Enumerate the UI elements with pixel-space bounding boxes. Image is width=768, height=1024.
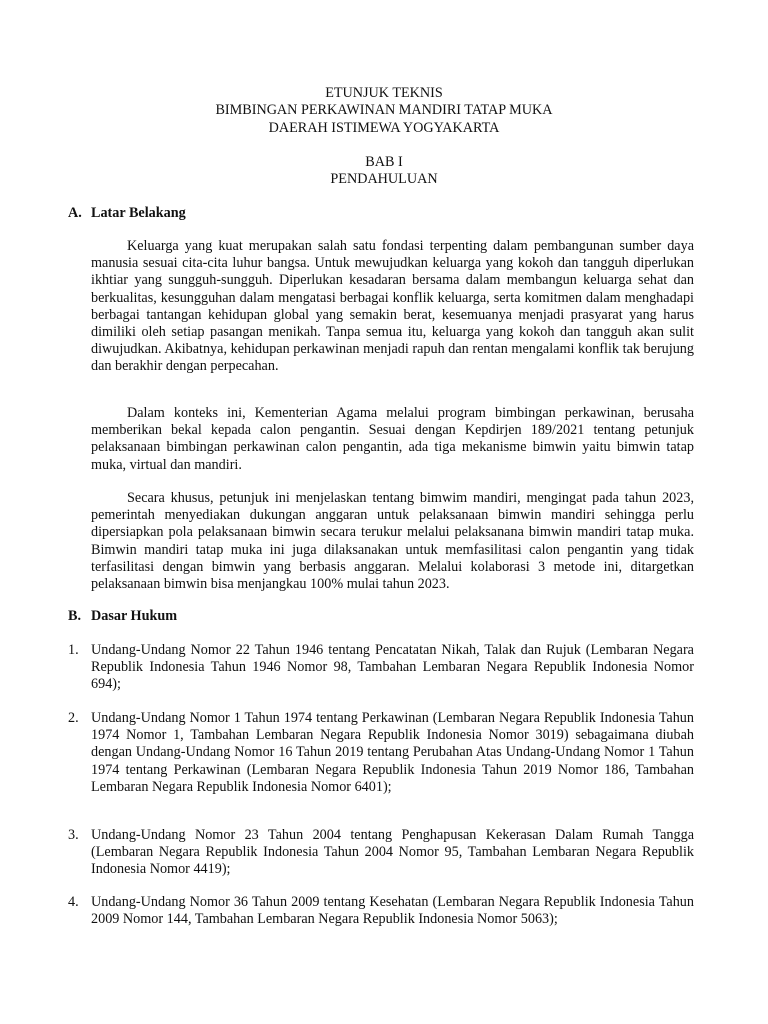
- paragraph-3: [91, 490, 694, 593]
- paragraph-2-text: Dalam konteks ini, Kementerian Agama melalui program bimbingan perkawinan, berusaha memberikan bekal kepada calon pengantin. Sesuai dengan Kepdirjen 189/2021 tentang petunjuk pelaksanaan bimbingan perkawinan calon pengantin, ada tiga mekanisme bimwin yaitu bimwin tatap muka, virtual dan mandiri.: [91, 405, 694, 473]
- list-item-text: Undang-Undang Nomor 23 Tahun 2004 tentang Penghapusan Kekerasan Dalam Rumah Tangga (Lembaran Negara Republik Indonesia Tahun 2004 Nomor 95, Tambahan Lembaran Negara Republik Indonesia Nomor 4419);: [91, 827, 694, 878]
- paragraph-1-text: Keluarga yang kuat merupakan salah satu fondasi terpenting dalam pembangunan sumber daya manusia sesuai cita-cita luhur bangsa. Untuk mewujudkan keluarga yang kokoh dan tangguh diperlukan ikhtiar yang sungguh-sungguh. Diperlukan kesadaran bersama dalam membangun keluarga sehat dan berkualitas, kesungguhan dalam mengatasi berbagai konflik keluarga, serta komitmen dalam menghadapi berbagai tantangan kehidupan global yang semakin berat, kesemuanya menjadi prasyarat yang harus dimiliki oleh setiap pasangan menikah. Tanpa semua itu, keluarga yang kokoh dan tangguh akan sulit diwujudkan. Akibatnya, kehidupan perkawinan menjadi rapuh dan rentan mengalami konflik tak berujung dan berakhir dengan perpecahan.: [91, 238, 694, 375]
- section-b-marker: B.: [68, 608, 82, 624]
- paragraph-1: [91, 238, 694, 376]
- document-title: [0, 85, 768, 137]
- list-item: [68, 827, 694, 879]
- list-item: [68, 894, 694, 928]
- list-item-number: 1.: [68, 642, 79, 658]
- section-b-heading: [68, 608, 177, 625]
- chapter-title: PENDAHULUAN: [330, 171, 438, 188]
- chapter-heading: [0, 154, 768, 189]
- paragraph-3-text: Secara khusus, petunjuk ini menjelaskan tentang bimwim mandiri, mengingat pada tahun 2023, pemerintah menyediakan dukungan anggaran untuk pelaksanaan bimwin mandiri sehingga perlu dipersiapkan pola pelaksanaan bimwin secara terukur melalui pelaksanana bimwin mandiri tatap muka. Bimwin mandiri tatap muka ini juga dilaksanakan untuk memfasilitasi calon pengantin yang tidak terfasilitasi dengan bimwin yang berbasis anggaran. Melalui kolaborasi 3 metode ini, ditargetkan pelaksanaan bimwin bisa menjangkau 100% mulai tahun 2023.: [91, 490, 694, 593]
- list-item: [68, 710, 694, 796]
- paragraph-2: [91, 405, 694, 474]
- list-item-number: 2.: [68, 710, 79, 726]
- list-item-text: Undang-Undang Nomor 1 Tahun 1974 tentang Perkawinan (Lembaran Negara Republik Indonesia Tahun 1974 Nomor 1, Tambahan Lembaran Negara Republik Indonesia Nomor 3019) sebagaimana diubah dengan Undang-Undang Nomor 16 Tahun 2019 tentang Perubahan Atas Undang-Undang Nomor 1 Tahun 1974 tentang Perkawinan (Lembaran Negara Republik Indonesia Tahun 2019 Nomor 186, Tambahan Lembaran Negara Republik Indonesia Nomor 6401);: [91, 710, 694, 795]
- list-item: [68, 642, 694, 694]
- section-a-title: Latar Belakang: [91, 205, 186, 221]
- list-item-number: 3.: [68, 827, 79, 843]
- section-a-heading: [68, 205, 186, 222]
- section-b-title: Dasar Hukum: [91, 608, 178, 624]
- title-line: BIMBINGAN PERKAWINAN MANDIRI TATAP MUKA: [215, 102, 553, 119]
- title-line: DAERAH ISTIMEWA YOGYAKARTA: [268, 119, 500, 136]
- list-item-text: Undang-Undang Nomor 36 Tahun 2009 tentang Kesehatan (Lembaran Negara Republik Indonesia Tahun 2009 Nomor 144, Tambahan Lembaran Negara Republik Indonesia Nomor 5063);: [91, 894, 694, 928]
- list-item-text: Undang-Undang Nomor 22 Tahun 1946 tentang Pencatatan Nikah, Talak dan Rujuk (Lembaran Negara Republik Indonesia Tahun 1946 Nomor 98, Tambahan Lembaran Negara Republik Indonesia Nomor 694);: [91, 642, 694, 693]
- chapter-label: BAB I: [365, 154, 403, 170]
- title-line: ETUNJUK TEKNIS: [325, 85, 443, 101]
- list-item-number: 4.: [68, 894, 79, 910]
- section-a-marker: A.: [68, 205, 82, 221]
